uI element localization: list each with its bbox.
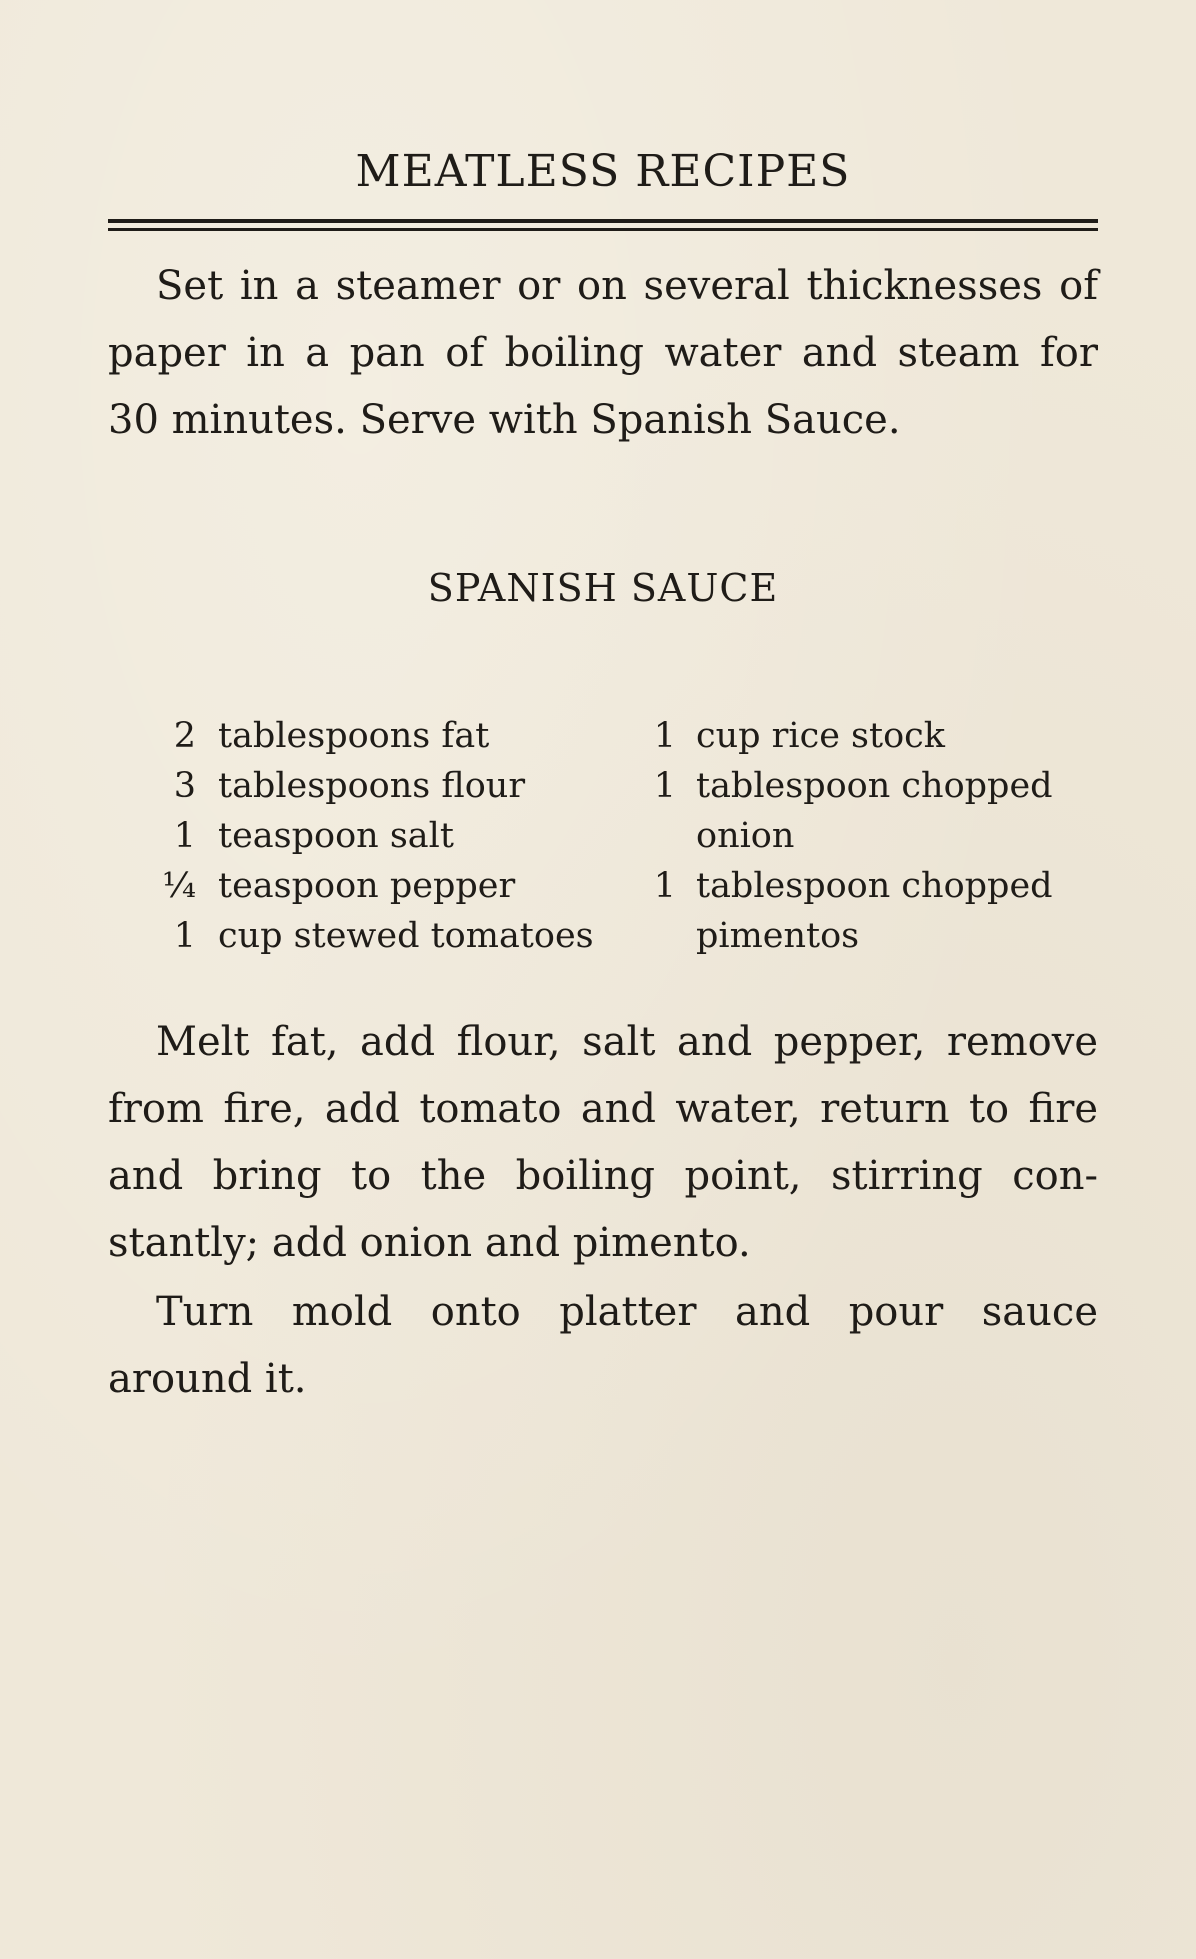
ingredient-name: tablespoons flour [218,766,526,806]
ingredient-quantity: 1 [653,866,676,906]
ingredient-quantity: 3 [173,766,196,806]
intro-line: 30 minutes. Serve with Spanish Sauce. [108,397,901,443]
ingredient-row [640,711,1110,761]
method-paragraph [108,1009,1098,1277]
ingredient-list-right [640,711,1110,961]
ingredient-row [640,811,1110,861]
ingredient-name: cup stewed tomatoes [218,916,594,956]
ingredient-name: onion [696,816,795,856]
method-line: Melt fat, add flour, salt and pepper, remove [156,1019,1098,1065]
ingredient-row [640,911,1110,961]
ingredient-list-left [140,711,640,961]
ingredient-row [140,911,640,961]
ingredient-row [140,761,640,811]
ingredient-name: tablespoons fat [218,716,490,756]
running-head: MEATLESS RECIPES [355,146,851,197]
method-line: stantly; add onion and pimento. [108,1220,751,1266]
ingredient-name: teaspoon pepper [218,866,516,906]
method-line: and bring to the boiling point, stirring con- [108,1153,1098,1199]
intro-paragraph [108,253,1098,454]
ingredient-name: tablespoon chopped [696,766,1053,806]
ingredient-row [640,861,1110,911]
ingredient-quantity: 1 [653,766,676,806]
intro-line: Set in a steamer or on several thicknesses of [156,263,1098,309]
ingredient-name: teaspoon salt [218,816,454,856]
ingredient-quantity: 1 [173,916,196,956]
ingredient-quantity: 2 [173,716,196,756]
section-title: SPANISH SAUCE [427,566,779,610]
ingredient-row [140,811,640,861]
double-rule-divider [108,219,1098,231]
ingredient-quantity: 1 [173,816,196,856]
ingredient-name: tablespoon chopped [696,866,1053,906]
ingredient-name: cup rice stock [696,716,945,756]
ingredient-name: pimentos [696,916,860,956]
method-line: from fire, add tomato and water, return to fire [108,1086,1098,1132]
intro-line: paper in a pan of boiling water and steam for [108,330,1098,376]
closing-line: Turn mold onto platter and pour sauce [156,1289,1098,1335]
ingredient-row [140,861,640,911]
closing-line: around it. [108,1356,307,1402]
ingredient-quantity: 1 [653,716,676,756]
ingredient-row [140,711,640,761]
ingredient-row [640,761,1110,811]
closing-paragraph [108,1279,1098,1413]
ingredient-quantity: ¼ [162,866,196,906]
